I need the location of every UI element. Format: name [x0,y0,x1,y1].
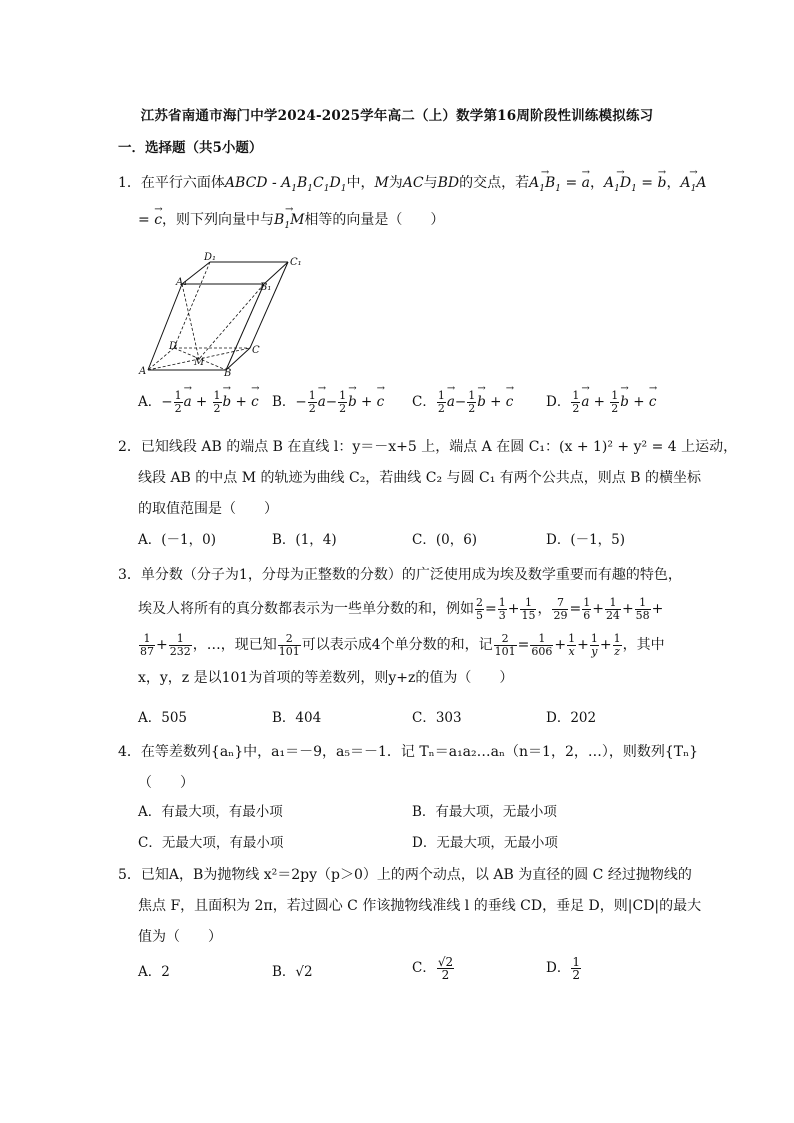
option-b[interactable]: B．有最大项，无最小项 [412,804,557,820]
segment-ac: AC [402,175,424,191]
option-a[interactable]: A．− $\frac{1}{2}$ → a + $\frac{1}{2}$ → b + → c [138,390,259,415]
question-4 [118,737,699,799]
q1-text: 的交点，若 [459,175,530,191]
label-c1: C₁ [290,257,302,268]
q1-text: 中， [346,175,375,191]
option-letter: D． [546,394,571,410]
target-vector: → $B_1M$ [274,205,304,242]
question-4-line-1 [118,737,699,768]
option-a[interactable]: A．有最大项，有最小项 [138,804,283,820]
question-5-line-2: 焦点 F，且面积为 2π，若过圆心 C 作该抛物线准线 l 的垂线 CD，垂足 D，则|CD|的最大 [138,898,702,914]
question-5-options [138,955,678,990]
option-c[interactable]: C．303 [412,710,462,726]
option-letter: B． [272,394,296,410]
question-3-line-2: 埃及人将所有的真分数都表示为一些单分数的和，例如 $\frac{2}{5}$ = $\frac{1}{3}$ + $\frac{1}{15}$ ， $\frac{7}{29}$ = $\frac{1}{6}$ + $\frac{1}{24}$ + $\frac{1}{58}$ + [138,595,664,622]
question-number: 2． [118,439,141,455]
label-m: M [194,357,205,368]
option-a[interactable]: A．2 [138,964,170,980]
option-c[interactable]: C．(0，6) [412,532,478,548]
question-4-options [138,800,678,862]
option-letter: C． [412,394,436,410]
label-b1: B₁ [260,282,272,293]
question-2-options [138,528,678,550]
question-5-line-1 [118,860,692,891]
q5-text: 已知A，B为抛物线 x²＝2py（p＞0）上的两个动点，以 AB 为直径的圆 C 经过抛物线的 [140,867,692,883]
q2-text: 已知线段 AB 的端点 B 在直线 l：y＝－x+5 上，端点 A 在圆 C₁：(x + 1)² + y² = 4 上运动， [140,439,738,455]
label-d: D [169,341,178,352]
question-2-line-1 [118,432,738,463]
option-c[interactable]: C． $\frac{1}{2}$ → a− $\frac{1}{2}$ → b + → c [412,390,513,415]
option-b[interactable]: B．404 [272,710,322,726]
vector-condition-a: → $A_1B_1$ = → a [529,175,590,191]
question-1-options [138,390,678,420]
vector-condition-c: → $A_1A$ [680,168,706,205]
option-d[interactable]: D．202 [546,710,597,726]
option-c[interactable]: C．无最大项，有最小项 [138,835,284,851]
option-b[interactable]: B．√2 [272,964,313,980]
page-title: 江苏省南通市海门中学2024-2025学年高二（上）数学第16周阶段性训练模拟练习 [140,108,654,124]
question-number: 3． [118,567,141,583]
question-2-line-3: 的取值范围是（ ） [138,501,278,517]
q4-text: 在等差数列{aₙ}中，a₁＝－9，a₅＝－1．记 Tₙ＝a₁a₂…aₙ（n＝1，2，…），则数列{Tₙ} [140,744,699,760]
q1-text: 在平行六面体 [140,175,225,191]
question-3-line-3: $\frac{1}{87}$ + $\frac{1}{232}$ ，…，现已知 $\frac{2}{101}$ 可以表示成4个单分数的和，记 $\frac{2}{101}$ = $\frac{1}{606}$ + $\frac{1}{x}$ + $\frac{1}{y}$ + $\frac{1}{z}$ ，其中 [140,631,665,658]
option-d[interactable]: D．(－1，5) [546,532,626,548]
q3-text: 单分数（分子为1，分母为正整数的分数）的广泛使用成为埃及数学重要而有趣的特色， [140,567,682,583]
option-d[interactable]: D． $\frac{1}{2}$ → a + $\frac{1}{2}$ → b + → c [546,390,656,415]
question-5 [118,860,702,953]
option-b[interactable]: B．− $\frac{1}{2}$ → a− $\frac{1}{2}$ → b + → c [272,390,384,415]
option-a[interactable]: A．(－1，0) [138,532,216,548]
option-c[interactable]: C． $\frac{√2}{2}$ [412,955,454,982]
label-d1: D₁ [204,252,217,263]
question-1 [118,168,707,242]
point-m: M [374,175,389,191]
question-1-line-2: = → c，则下列向量中与→ $B_1M$相等的向量是（ ） [118,205,678,242]
q1-text: 与 [423,175,438,191]
section-title: 一．选择题（共5小题） [118,140,263,156]
label-a: A [139,366,147,377]
question-5-line-3: 值为（ ） [138,929,222,945]
segment-bd: BD [437,175,460,191]
question-1-line-1: 1．在平行六面体ABCD - $A_1B_1C_1D_1$中，M为AC与BD的交点，若→ $A_1B_1$ = → a，→ $A_1D_1$ = → b，→ $A_1A$ [118,168,678,205]
label-a1: A₁ [176,277,188,288]
question-2-line-2: 线段 AB 的中点 M 的轨迹为曲线 C₂，若曲线 C₂ 与圆 C₁ 有两个公共点，则点 B 的横坐标 [138,470,701,486]
question-2 [118,432,738,525]
label-c: C [252,345,260,356]
parallelepiped-figure [138,252,308,380]
option-b[interactable]: B．(1，4) [272,532,337,548]
question-3-line-1 [118,560,682,591]
q1-text: 为 [388,175,403,191]
question-3-line-4: x，y，z 是以101为首项的等差数列，则y+z的值为（ ） [138,670,514,686]
solid-name: ABCD - $A_1B_1C_1D_1$ [224,175,347,194]
label-b: B [224,368,232,379]
vector-condition-b: → $A_1D_1$ = → b [604,175,666,191]
question-number: 1． [118,175,141,191]
option-letter: A． [138,394,162,410]
question-3-options [138,706,678,728]
question-number: 5． [118,867,141,883]
option-a[interactable]: A．505 [138,710,188,726]
question-3 [118,560,682,694]
option-d[interactable]: D．无最大项，无最小项 [412,835,558,851]
question-number: 4． [118,744,141,760]
option-d[interactable]: D． $\frac{1}{2}$ [546,955,580,982]
question-4-line-2: （ ） [138,775,194,791]
